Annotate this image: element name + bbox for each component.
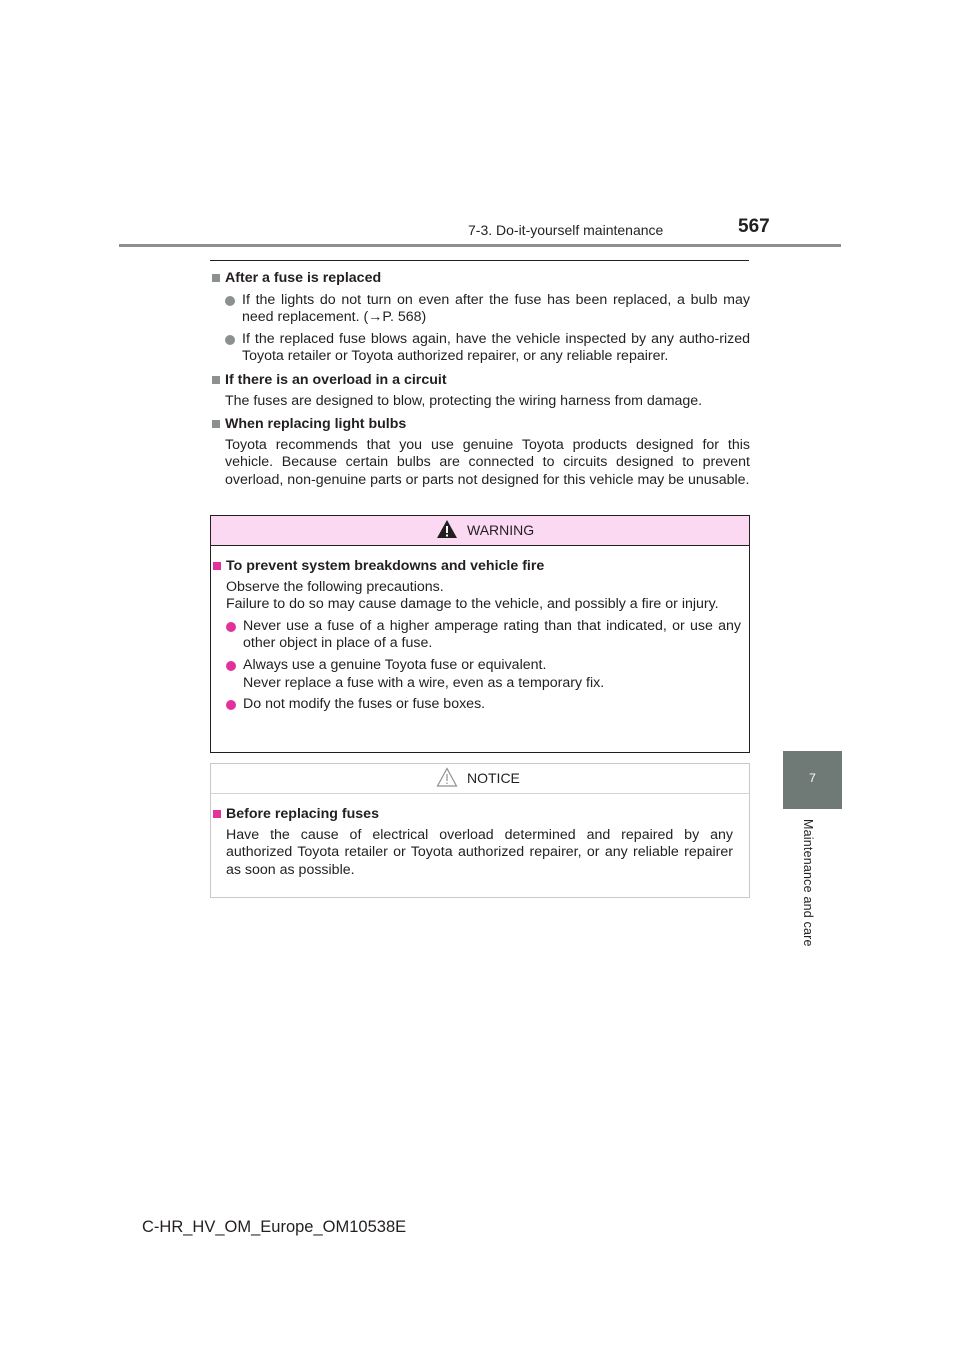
notice-box bbox=[210, 763, 750, 898]
chapter-number: 7 bbox=[809, 771, 816, 785]
section-text: The fuses are designed to blow, protecting the wiring harness from damage. bbox=[225, 392, 703, 409]
section-title: 7-3. Do-it-yourself maintenance bbox=[468, 222, 664, 238]
warning-body bbox=[211, 546, 749, 714]
warning-header bbox=[211, 516, 749, 546]
circle-bullet-icon bbox=[226, 622, 236, 632]
warning-triangle-icon bbox=[436, 519, 458, 539]
document-id: C-HR_HV_OM_Europe_OM10538E bbox=[142, 1218, 407, 1236]
list-item: Always use a genuine Toyota fuse or equivalent. Never replace a fuse with a wire, even as a temporary fix. bbox=[211, 657, 743, 692]
section-heading: If there is an overload in a circuit bbox=[210, 372, 750, 390]
list-item: If the replaced fuse blows again, have the vehicle inspected by any autho-rized Toyota retailer or Toyota authorized repairer, or any reliable repairer. bbox=[210, 331, 750, 366]
header-rule bbox=[119, 244, 841, 247]
notice-body bbox=[211, 794, 749, 879]
section-heading: After a fuse is replaced bbox=[210, 270, 750, 288]
square-bullet-icon bbox=[213, 810, 221, 818]
warning-label: WARNING bbox=[467, 522, 535, 538]
notice-label: NOTICE bbox=[467, 770, 520, 786]
notice-heading: Before replacing fuses bbox=[211, 806, 743, 824]
chapter-label: Maintenance and care bbox=[801, 819, 815, 947]
list-item: Do not modify the fuses or fuse boxes. bbox=[211, 696, 743, 714]
chapter-tab[interactable] bbox=[783, 751, 842, 809]
section-text: Toyota recommends that you use genuine Toyota products designed for this vehicle. Because certain bulbs are connected to circuits designed to prevent overload, non-genuine parts or parts not designed for this vehicle may be unusable. bbox=[225, 436, 750, 488]
section-light-bulbs bbox=[210, 416, 750, 489]
section-overload bbox=[210, 372, 750, 410]
notice-text: Have the cause of electrical overload determined and repaired by any authorized Toyota retailer or Toyota authorized repairer, or any reliable repairer as soon as possible. bbox=[226, 826, 733, 878]
warning-box bbox=[210, 515, 750, 753]
notice-header bbox=[211, 764, 749, 794]
warning-heading: To prevent system breakdowns and vehicle fire bbox=[211, 558, 743, 576]
section-heading: When replacing light bulbs bbox=[210, 416, 750, 434]
circle-bullet-icon bbox=[225, 296, 235, 306]
list-item: If the lights do not turn on even after the fuse has been replaced, a bulb may need replacement. (→P. 568) bbox=[210, 292, 750, 327]
circle-bullet-icon bbox=[226, 661, 236, 671]
notice-triangle-icon bbox=[436, 767, 458, 787]
warning-intro: Failure to do so may cause damage to the vehicle, and possibly a fire or injury. bbox=[226, 596, 719, 613]
chapter-rail bbox=[783, 811, 842, 1141]
section-after-fuse-replaced bbox=[210, 270, 750, 366]
list-item: Never use a fuse of a higher amperage rating than that indicated, or use any other object in place of a fuse. bbox=[211, 618, 743, 653]
circle-bullet-icon bbox=[225, 335, 235, 345]
content-rule bbox=[210, 260, 749, 261]
square-bullet-icon bbox=[213, 562, 221, 570]
square-bullet-icon bbox=[212, 420, 220, 428]
main-content bbox=[210, 266, 750, 496]
square-bullet-icon bbox=[212, 274, 220, 282]
warning-intro: Observe the following precautions. bbox=[226, 578, 444, 595]
square-bullet-icon bbox=[212, 376, 220, 384]
circle-bullet-icon bbox=[226, 700, 236, 710]
page-number: 567 bbox=[738, 216, 770, 237]
